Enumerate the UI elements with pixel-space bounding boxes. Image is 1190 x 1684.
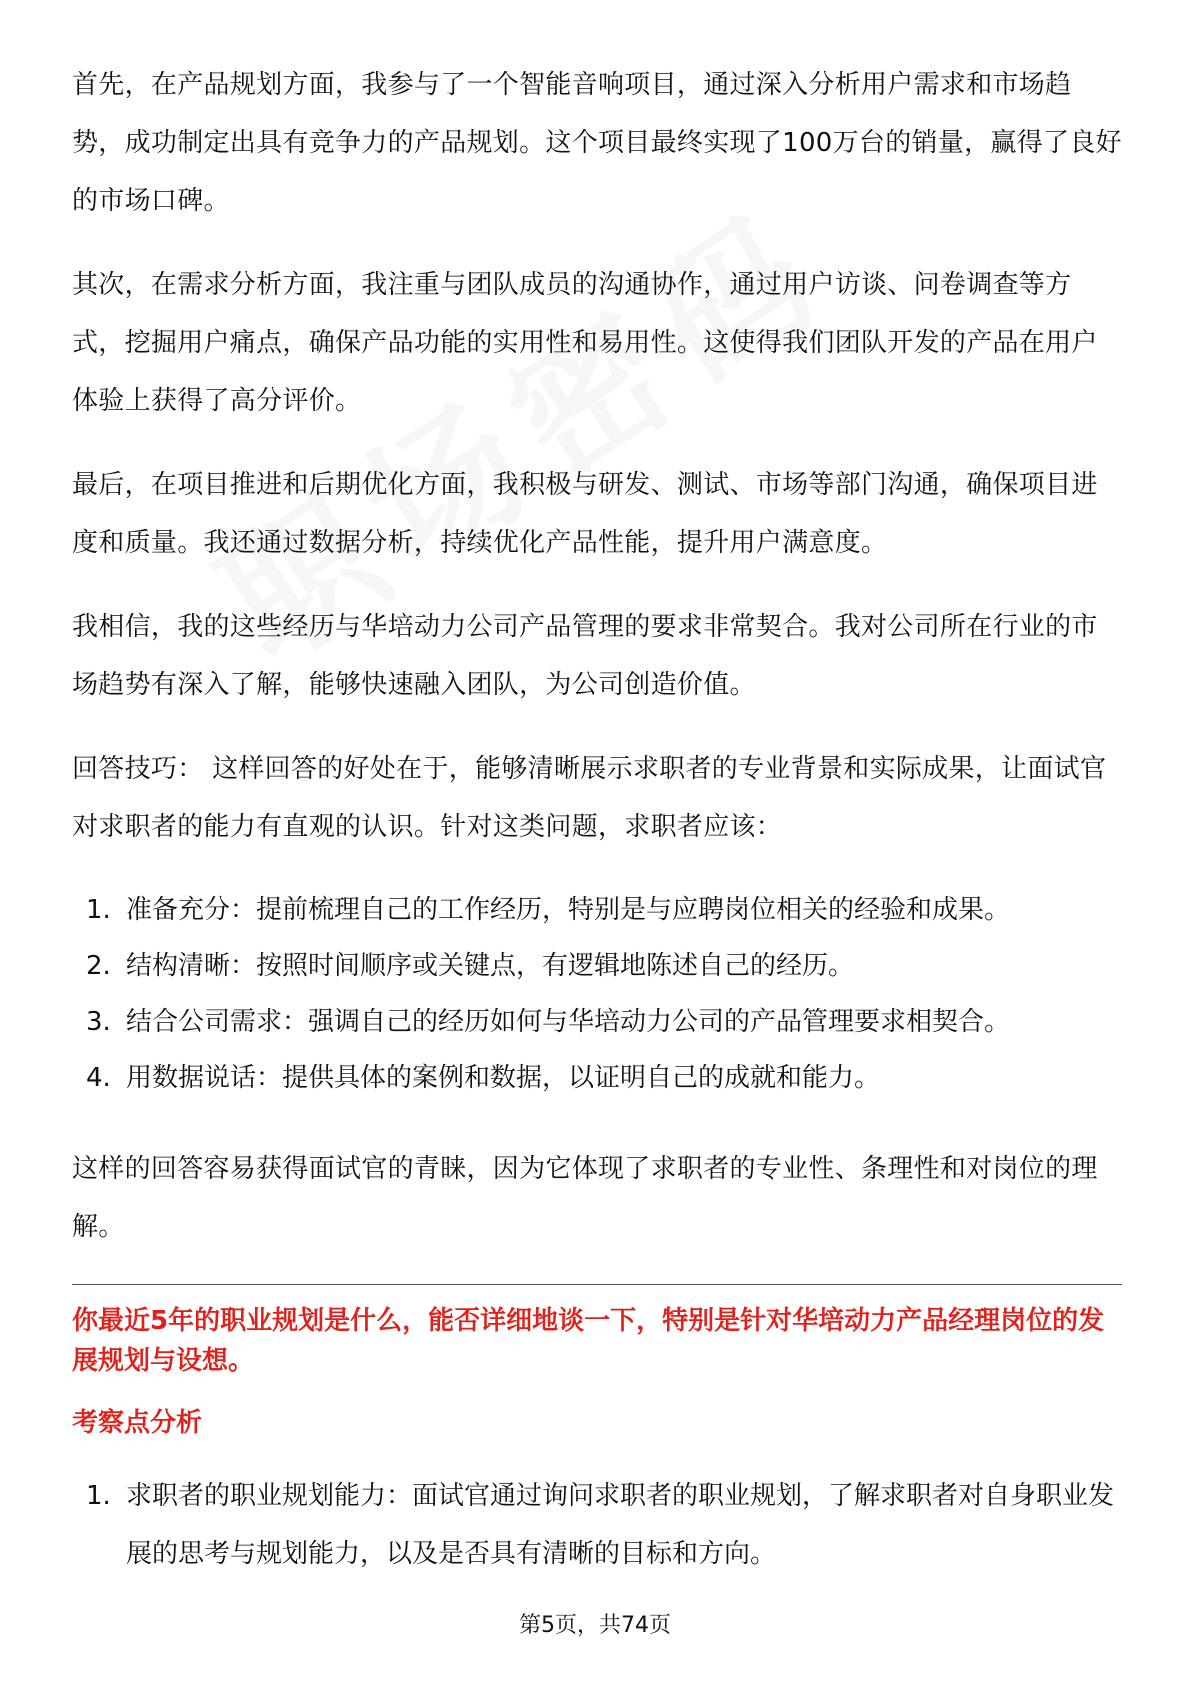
list-number: 4. xyxy=(86,1063,111,1093)
list-item xyxy=(72,882,1122,938)
list-text: 用数据说话：提供具体的案例和数据，以证明自己的成就和能力。 xyxy=(126,1063,881,1093)
analysis-list xyxy=(72,1467,1122,1583)
paragraph-project-optimization: 最后，在项目推进和后期优化方面，我积极与研发、测试、市场等部门沟通，确保项目进度和质量。我还通过数据分析，持续优化产品性能，提升用户满意度。 xyxy=(72,470,1098,558)
interview-question: 你最近5年的职业规划是什么，能否详细地谈一下，特别是针对华培动力产品经理岗位的发展规划与设想。 xyxy=(72,1306,1105,1376)
list-text: 结构清晰：按照时间顺序或关键点，有逻辑地陈述自己的经历。 xyxy=(126,951,855,981)
paragraph-conclusion: 这样的回答容易获得面试官的青睐，因为它体现了求职者的专业性、条理性和对岗位的理解。 xyxy=(72,1154,1098,1242)
tips-list xyxy=(72,882,1122,1106)
page-footer: 第5页，共74页 xyxy=(519,1613,671,1638)
list-number: 3. xyxy=(86,1007,111,1037)
paragraph-answer-tips: 回答技巧： 这样回答的好处在于，能够清晰展示求职者的专业背景和实际成果，让面试官对求职者的能力有直观的认识。针对这类问题，求职者应该： xyxy=(72,754,1107,842)
list-number: 2. xyxy=(86,951,111,981)
list-number: 1. xyxy=(86,1481,111,1511)
list-number: 1. xyxy=(86,895,111,925)
list-item xyxy=(72,938,1122,994)
list-item xyxy=(72,1050,1122,1106)
analysis-heading: 考察点分析 xyxy=(72,1408,203,1438)
list-text: 结合公司需求：强调自己的经历如何与华培动力公司的产品管理要求相契合。 xyxy=(126,1007,1011,1037)
list-text: 求职者的职业规划能力：面试官通过询问求职者的职业规划，了解求职者对自身职业发展的思考与规划能力，以及是否具有清晰的目标和方向。 xyxy=(126,1481,1115,1569)
list-text: 准备充分：提前梳理自己的工作经历，特别是与应聘岗位相关的经验和成果。 xyxy=(126,895,1011,925)
list-item xyxy=(72,994,1122,1050)
document-page xyxy=(72,56,1122,1617)
section-divider xyxy=(72,1284,1122,1285)
paragraph-company-fit: 我相信，我的这些经历与华培动力公司产品管理的要求非常契合。我对公司所在行业的市场趋势有深入了解，能够快速融入团队，为公司创造价值。 xyxy=(72,612,1098,700)
paragraph-product-planning: 首先，在产品规划方面，我参与了一个智能音响项目，通过深入分析用户需求和市场趋势，成功制定出具有竞争力的产品规划。这个项目最终实现了100万台的销量，赢得了良好的市场口碑。 xyxy=(72,70,1122,216)
paragraph-requirement-analysis: 其次，在需求分析方面，我注重与团队成员的沟通协作，通过用户访谈、问卷调查等方式，挖掘用户痛点，确保产品功能的实用性和易用性。这使得我们团队开发的产品在用户体验上获得了高分评价。 xyxy=(72,270,1098,416)
list-item xyxy=(72,1467,1122,1583)
